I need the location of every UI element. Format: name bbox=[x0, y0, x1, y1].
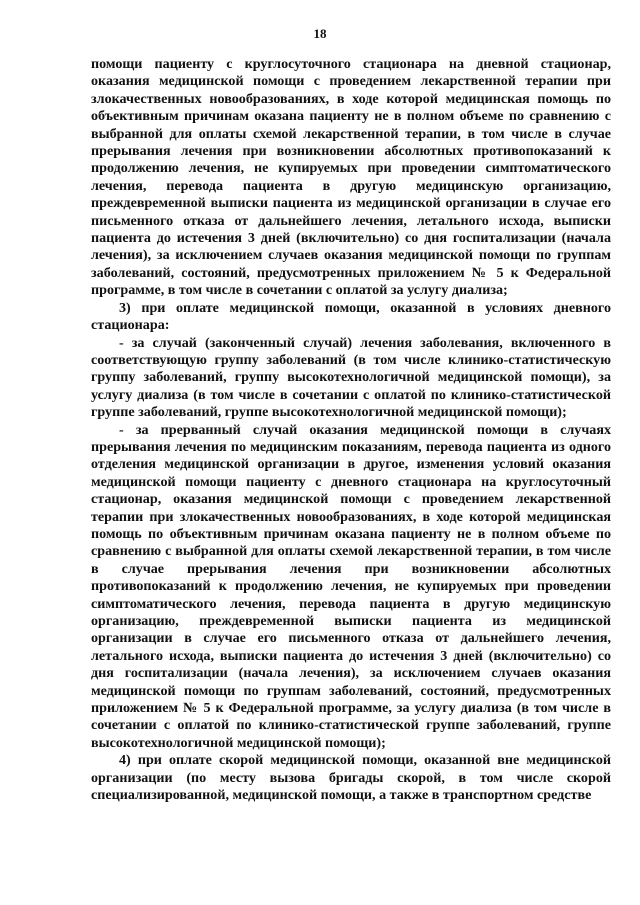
page-number: 18 bbox=[313, 26, 327, 41]
paragraph-dash-completed-case: - за случай (законченный случай) лечения заболевания, включенного в соответствующую группу заболеваний (в том числе клинико-статистическую группу заболеваний, группу высокотехнологичной медицинской помощи), за услугу диализа (в том числе в сочетании с оплатой по клинико-статистической группе заболеваний, группе высокотехнологичной медицинской помощи); bbox=[91, 334, 611, 421]
paragraph-item-3: 3) при оплате медицинской помощи, оказанной в условиях дневного стационара: bbox=[91, 299, 611, 334]
paragraph-item-4: 4) при оплате скорой медицинской помощи, оказанной вне медицинской организации (по месту вызова бригады скорой, в том числе скорой специализированной, медицинской помощи, а также в транспортном средстве bbox=[91, 752, 611, 804]
document-body bbox=[91, 56, 611, 804]
paragraph-continuation: помощи пациенту с круглосуточного стационара на дневной стационар, оказания медицинской помощи с проведением лекарственной терапии при злокачественных новообразованиях, в ходе которой медицинская помощь по объективным причинам оказана пациенту не в полном объеме по сравнению с выбранной для оплаты схемой лекарственной терапии, в том числе в случае прерывания лечения при возникновении абсолютных противопоказаний к продолжению лечения, не купируемых при проведении симптоматического лечения, перевода пациента в другую медицинскую организацию, преждевременной выписки пациента из медицинской организации в случае его письменного отказа от дальнейшего лечения, летального исхода, выписки пациента до истечения 3 дней (включительно) со дня госпитализации (начала лечения), за исключением случаев оказания медицинской помощи по группам заболеваний, состояний, предусмотренных приложением № 5 к Федеральной программе, в том числе в сочетании с оплатой за услугу диализа; bbox=[91, 56, 611, 299]
paragraph-dash-interrupted-case: - за прерванный случай оказания медицинской помощи в случаях прерывания лечения по медицинским показаниям, перевода пациента из одного отделения медицинской организации в другое, изменения условий оказания медицинской помощи пациенту с дневного стационара на круглосуточный стационар, оказания медицинской помощи с проведением лекарственной терапии при злокачественных новообразованиях, в ходе которой медицинская помощь по объективным причинам оказана пациенту не в полном объеме по сравнению с выбранной для оплаты схемой лекарственной терапии, в том числе в случае прерывания лечения при возникновении абсолютных противопоказаний к продолжению лечения, не купируемых при проведении симптоматического лечения, перевода пациента в другую медицинскую организацию, преждевременной выписки пациента из медицинской организации в случае его письменного отказа от дальнейшего лечения, летального исхода, выписки пациента до истечения 3 дней (включительно) со дня госпитализации (начала лечения), за исключением случаев оказания медицинской помощи по группам заболеваний, состояний, предусмотренных приложением № 5 к Федеральной программе, за услугу диализа (в том числе в сочетании с оплатой по клинико-статистической группе заболеваний, группе высокотехнологичной медицинской помощи); bbox=[91, 421, 611, 751]
